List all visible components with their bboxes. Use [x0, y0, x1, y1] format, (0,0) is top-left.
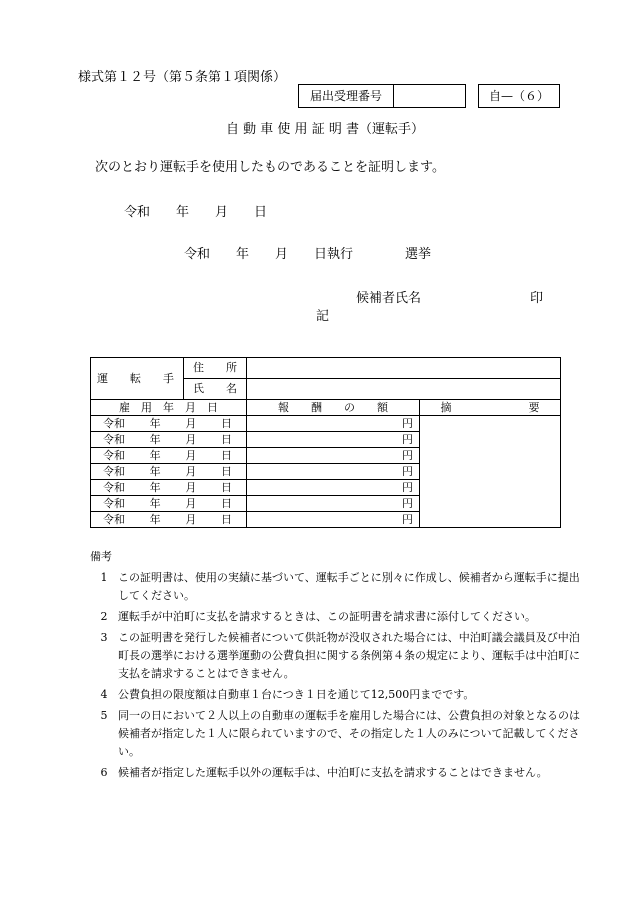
address-field[interactable]	[247, 358, 561, 379]
note-number: 3	[100, 631, 108, 644]
note-number: 6	[100, 766, 108, 779]
date-part-day: 日	[220, 433, 232, 446]
seal-label: 印	[530, 291, 544, 306]
yen-unit: 円	[402, 513, 413, 526]
date-part-era: 令和	[103, 417, 125, 430]
amount-cell[interactable]	[247, 448, 420, 464]
note-number: 1	[100, 571, 108, 584]
date-part-year: 年	[149, 465, 161, 478]
amount-cell[interactable]	[247, 416, 420, 432]
date-part-month: 月	[185, 513, 197, 526]
date-part-era: 令和	[103, 481, 125, 494]
date-part-day: 日	[220, 449, 232, 462]
name-label: 氏 名	[184, 379, 247, 400]
note-text: 運転手が中泊町に支払を請求するときは、この証明書を請求書に添付してください。	[118, 610, 536, 623]
amount-cell[interactable]	[247, 432, 420, 448]
note-item	[90, 629, 580, 683]
col-header-amount: 報 酬 の 額	[247, 400, 420, 416]
employment-date-cell[interactable]	[91, 512, 247, 528]
date-part-era: 令和	[103, 465, 125, 478]
ki-label: 記	[316, 309, 330, 324]
yen-unit: 円	[402, 433, 413, 446]
receipt-number-label: 届出受理番号	[299, 85, 394, 107]
col-header-remarks: 摘 要	[420, 400, 561, 416]
form-code: 自—（６）	[478, 84, 560, 108]
address-label: 住 所	[184, 358, 247, 379]
date-part-year: 年	[149, 417, 161, 430]
note-item	[90, 608, 580, 626]
date-part-day: 日	[220, 497, 232, 510]
date-part-day: 日	[220, 465, 232, 478]
usage-table	[90, 357, 561, 528]
date-part-era: 令和	[103, 497, 125, 510]
note-text: 公費負担の限度額は自動車１台につき１日を通じて12,500円までです。	[118, 688, 475, 701]
candidate-name-label: 候補者氏名	[356, 291, 422, 306]
note-item	[90, 764, 580, 782]
date-part-year: 年	[149, 497, 161, 510]
statement: 次のとおり運転手を使用したものであることを証明します。	[95, 160, 445, 175]
date-part-day: 日	[220, 513, 232, 526]
date-part-year: 年	[149, 481, 161, 494]
amount-cell[interactable]	[247, 512, 420, 528]
employment-date-cell[interactable]	[91, 480, 247, 496]
note-item	[90, 707, 580, 761]
note-text: 候補者が指定した運転手以外の運転手は、中泊町に支払を請求することはできません。	[118, 766, 548, 779]
note-number: 2	[100, 610, 108, 623]
note-text: この証明書を発行した候補者について供託物が没収された場合には、中泊町議会議員及び中泊町長の選挙における選挙運動の公費負担に関する条例第４条の規定により、運転手は中泊町に支払を請求することはできません。	[118, 631, 580, 680]
issue-date: 令和 年 月 日	[124, 205, 268, 220]
date-part-year: 年	[149, 449, 161, 462]
table-row	[91, 416, 561, 432]
note-item	[90, 686, 580, 704]
election-line: 令和 年 月 日執行 選挙	[184, 247, 432, 262]
employment-date-cell[interactable]	[91, 496, 247, 512]
note-item	[90, 569, 580, 605]
notes-list	[90, 569, 580, 782]
note-text: この証明書は、使用の実績に基づいて、運転手ごとに別々に作成し、候補者から運転手に提出してください。	[118, 571, 580, 602]
amount-cell[interactable]	[247, 464, 420, 480]
employment-date-cell[interactable]	[91, 464, 247, 480]
note-number: 4	[100, 688, 108, 701]
yen-unit: 円	[402, 417, 413, 430]
employment-date-cell[interactable]	[91, 416, 247, 432]
date-part-month: 月	[185, 433, 197, 446]
date-part-month: 月	[185, 481, 197, 494]
yen-unit: 円	[402, 449, 413, 462]
note-text: 同一の日において２人以上の自動車の運転手を雇用した場合には、公費負担の対象となるのは候補者が指定した１人に限られていますので、その指定した１人のみについて記載してください。	[118, 709, 580, 758]
driver-label: 運 転 手	[97, 372, 174, 385]
driver-label-cell	[91, 358, 184, 400]
date-part-day: 日	[220, 481, 232, 494]
name-field[interactable]	[247, 379, 561, 400]
date-part-era: 令和	[103, 513, 125, 526]
amount-cell[interactable]	[247, 496, 420, 512]
date-part-month: 月	[185, 417, 197, 430]
date-part-era: 令和	[103, 433, 125, 446]
notes-section	[90, 548, 580, 782]
yen-unit: 円	[402, 465, 413, 478]
document-title: 自 動 車 使 用 証 明 書（運転手）	[226, 122, 424, 137]
date-part-day: 日	[220, 417, 232, 430]
date-part-era: 令和	[103, 449, 125, 462]
col-header-date: 雇 用 年 月 日	[91, 400, 247, 416]
date-part-year: 年	[149, 513, 161, 526]
receipt-number-value[interactable]	[394, 85, 465, 107]
employment-date-cell[interactable]	[91, 432, 247, 448]
receipt-number-box	[298, 84, 466, 108]
amount-cell[interactable]	[247, 480, 420, 496]
note-number: 5	[100, 709, 108, 722]
date-part-month: 月	[185, 449, 197, 462]
date-part-month: 月	[185, 465, 197, 478]
form-number: 様式第１２号（第５条第１項関係）	[78, 70, 287, 85]
date-part-year: 年	[149, 433, 161, 446]
employment-date-cell[interactable]	[91, 448, 247, 464]
date-part-month: 月	[185, 497, 197, 510]
notes-title: 備考	[90, 550, 112, 563]
yen-unit: 円	[402, 497, 413, 510]
yen-unit: 円	[402, 481, 413, 494]
remarks-cell[interactable]	[420, 416, 561, 528]
